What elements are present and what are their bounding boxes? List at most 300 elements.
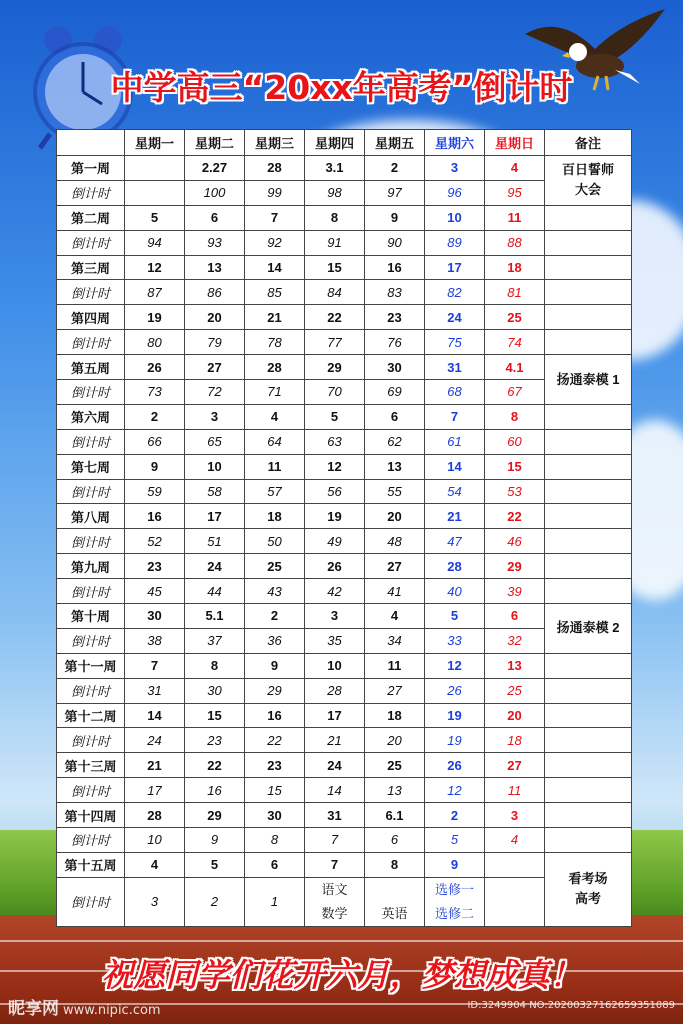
date-cell: 6: [365, 404, 425, 429]
countdown-label: 倒计时: [57, 728, 125, 753]
week-label: 第十四周: [57, 803, 125, 828]
date-cell: 6: [245, 852, 305, 877]
countdown-cell: 8: [245, 828, 305, 853]
week-date-row: [57, 404, 632, 429]
date-cell: 21: [245, 305, 305, 330]
countdown-cell: 37: [185, 628, 245, 653]
countdown-cell: 71: [245, 380, 305, 405]
exam-subject-cell: [365, 877, 425, 926]
countdown-cell: 89: [425, 230, 485, 255]
countdown-label: 倒计时: [57, 529, 125, 554]
date-cell: 4: [125, 852, 185, 877]
date-cell: 8: [485, 404, 545, 429]
week-date-row: [57, 653, 632, 678]
date-cell: 26: [125, 355, 185, 380]
countdown-cell: 91: [305, 230, 365, 255]
week-date-row: [57, 703, 632, 728]
date-cell: 6.1: [365, 803, 425, 828]
note-cell-empty: [545, 305, 632, 330]
table-header-row: [57, 130, 632, 156]
column-header: 星期六: [425, 130, 485, 156]
countdown-cell: 96: [425, 180, 485, 205]
date-cell: 10: [305, 653, 365, 678]
date-cell: 12: [305, 454, 365, 479]
week-date-row: [57, 454, 632, 479]
date-cell: 11: [485, 205, 545, 230]
countdown-cell: 32: [485, 628, 545, 653]
week-date-row: [57, 803, 632, 828]
note-cell-empty: [545, 230, 632, 255]
countdown-cell: 38: [125, 628, 185, 653]
countdown-cell: 87: [125, 280, 185, 305]
date-cell: 29: [185, 803, 245, 828]
countdown-cell: 93: [185, 230, 245, 255]
date-cell: 23: [125, 554, 185, 579]
date-cell: 20: [485, 703, 545, 728]
exam-subject: 选修二: [434, 905, 474, 921]
countdown-cell: 41: [365, 579, 425, 604]
countdown-cell: 28: [305, 678, 365, 703]
countdown-cell: 97: [365, 180, 425, 205]
countdown-cell: 76: [365, 330, 425, 355]
exam-subject-cell: [305, 877, 365, 926]
countdown-cell: 16: [185, 778, 245, 803]
column-header: 星期一: [125, 130, 185, 156]
note-cell: [545, 852, 632, 926]
countdown-row: [57, 678, 632, 703]
countdown-cell: 72: [185, 380, 245, 405]
date-cell: 20: [365, 504, 425, 529]
countdown-cell: 35: [305, 628, 365, 653]
countdown-cell: 30: [185, 678, 245, 703]
date-cell: 8: [185, 653, 245, 678]
countdown-cell: 83: [365, 280, 425, 305]
note-cell: [545, 355, 632, 405]
date-cell: 28: [425, 554, 485, 579]
date-cell: 2.27: [185, 156, 245, 181]
countdown-cell: 74: [485, 330, 545, 355]
note-cell-empty: [545, 429, 632, 454]
date-cell: 21: [425, 504, 485, 529]
note-text: 看考场: [568, 871, 608, 887]
countdown-cell: 47: [425, 529, 485, 554]
countdown-cell: 79: [185, 330, 245, 355]
countdown-cell: 39: [485, 579, 545, 604]
countdown-table: [56, 129, 632, 927]
countdown-cell: 66: [125, 429, 185, 454]
date-cell: 5: [125, 205, 185, 230]
week-label: 第九周: [57, 554, 125, 579]
date-cell: 15: [305, 255, 365, 280]
date-cell: 31: [305, 803, 365, 828]
note-cell-empty: [545, 703, 632, 728]
note-cell-empty: [545, 454, 632, 479]
date-cell: 16: [125, 504, 185, 529]
date-cell: 9: [365, 205, 425, 230]
week-label: 第四周: [57, 305, 125, 330]
countdown-cell: 67: [485, 380, 545, 405]
note-cell-empty: [545, 678, 632, 703]
week-label: 第六周: [57, 404, 125, 429]
exam-subject: 语文: [321, 881, 348, 897]
date-cell: 17: [305, 703, 365, 728]
countdown-cell: 61: [425, 429, 485, 454]
column-header: 星期二: [185, 130, 245, 156]
note-cell-empty: [545, 479, 632, 504]
countdown-label: 倒计时: [57, 628, 125, 653]
date-cell: 27: [485, 753, 545, 778]
date-cell: 12: [125, 255, 185, 280]
date-cell: 2: [425, 803, 485, 828]
note-cell-empty: [545, 255, 632, 280]
date-cell: 4: [245, 404, 305, 429]
date-cell: 18: [365, 703, 425, 728]
week-date-row: [57, 156, 632, 181]
countdown-cell: 60: [485, 429, 545, 454]
date-cell: 7: [245, 205, 305, 230]
countdown-cell: 68: [425, 380, 485, 405]
countdown-label: 倒计时: [57, 828, 125, 853]
countdown-cell: 88: [485, 230, 545, 255]
countdown-cell: 53: [485, 479, 545, 504]
note-cell-empty: [545, 280, 632, 305]
countdown-label: 倒计时: [57, 778, 125, 803]
date-cell: 9: [245, 653, 305, 678]
countdown-cell: 78: [245, 330, 305, 355]
date-cell: 18: [245, 504, 305, 529]
date-cell: 23: [365, 305, 425, 330]
date-cell: 5: [185, 852, 245, 877]
week-label: 第十三周: [57, 753, 125, 778]
date-cell: 3: [485, 803, 545, 828]
countdown-cell: 17: [125, 778, 185, 803]
countdown-cell: 14: [305, 778, 365, 803]
week-date-row: [57, 554, 632, 579]
countdown-cell: 46: [485, 529, 545, 554]
countdown-cell: 4: [485, 828, 545, 853]
countdown-cell: 6: [365, 828, 425, 853]
date-cell: 19: [125, 305, 185, 330]
date-cell: 15: [185, 703, 245, 728]
countdown-row: [57, 728, 632, 753]
note-cell-empty: [545, 404, 632, 429]
countdown-cell: [485, 877, 545, 926]
countdown-cell: 29: [245, 678, 305, 703]
date-cell: 22: [185, 753, 245, 778]
note-cell-empty: [545, 205, 632, 230]
date-cell: 31: [425, 355, 485, 380]
date-cell: 29: [305, 355, 365, 380]
date-cell: 22: [305, 305, 365, 330]
countdown-cell: 44: [185, 579, 245, 604]
countdown-cell: 2: [185, 877, 245, 926]
watermark-id: ID:3249904 NO:20200327162659351089: [467, 1000, 675, 1011]
date-cell: 24: [185, 554, 245, 579]
countdown-cell: 49: [305, 529, 365, 554]
date-cell: 9: [425, 852, 485, 877]
countdown-cell: 58: [185, 479, 245, 504]
slogan: 祝愿同学们花开六月，梦想成真！: [101, 956, 582, 994]
countdown-cell: 56: [305, 479, 365, 504]
date-cell: 10: [185, 454, 245, 479]
date-cell: 9: [125, 454, 185, 479]
date-cell: [125, 156, 185, 181]
countdown-cell: 48: [365, 529, 425, 554]
week-label: 第十五周: [57, 852, 125, 877]
date-cell: 7: [125, 653, 185, 678]
countdown-cell: 100: [185, 180, 245, 205]
date-cell: 8: [365, 852, 425, 877]
countdown-cell: 45: [125, 579, 185, 604]
date-cell: 2: [365, 156, 425, 181]
countdown-row: [57, 529, 632, 554]
countdown-cell: 3: [125, 877, 185, 926]
date-cell: 24: [305, 753, 365, 778]
date-cell: 4.1: [485, 355, 545, 380]
date-cell: 21: [125, 753, 185, 778]
countdown-row: [57, 778, 632, 803]
countdown-cell: 54: [425, 479, 485, 504]
countdown-cell: 20: [365, 728, 425, 753]
week-label: 第一周: [57, 156, 125, 181]
date-cell: 14: [125, 703, 185, 728]
week-label: 第三周: [57, 255, 125, 280]
page-title: 中学高三“20xx年高考”倒计时: [110, 68, 573, 107]
date-cell: 25: [485, 305, 545, 330]
note-text: 高考: [574, 891, 601, 907]
week-date-row: [57, 355, 632, 380]
date-cell: 20: [185, 305, 245, 330]
date-cell: 11: [245, 454, 305, 479]
exam-subject-cell: [425, 877, 485, 926]
countdown-label: 倒计时: [57, 230, 125, 255]
note-cell-empty: [545, 579, 632, 604]
date-cell: 5: [425, 604, 485, 629]
countdown-cell: 64: [245, 429, 305, 454]
note-text: 扬通泰模 2: [556, 620, 620, 636]
countdown-label: 倒计时: [57, 678, 125, 703]
date-cell: 3: [185, 404, 245, 429]
column-header: 备注: [545, 130, 632, 156]
countdown-cell: 92: [245, 230, 305, 255]
date-cell: 22: [485, 504, 545, 529]
countdown-cell: 15: [245, 778, 305, 803]
countdown-row: [57, 280, 632, 305]
countdown-cell: 36: [245, 628, 305, 653]
date-cell: 15: [485, 454, 545, 479]
week-label: 第十一周: [57, 653, 125, 678]
countdown-label: 倒计时: [57, 579, 125, 604]
countdown-label: 倒计时: [57, 280, 125, 305]
countdown-cell: 21: [305, 728, 365, 753]
date-cell: 14: [425, 454, 485, 479]
note-cell-empty: [545, 504, 632, 529]
countdown-cell: 19: [425, 728, 485, 753]
countdown-cell: 43: [245, 579, 305, 604]
column-header: 星期三: [245, 130, 305, 156]
note-cell-empty: [545, 330, 632, 355]
countdown-cell: 77: [305, 330, 365, 355]
countdown-cell: 80: [125, 330, 185, 355]
date-cell: 30: [125, 604, 185, 629]
countdown-cell: 1: [245, 877, 305, 926]
date-cell: 6: [185, 205, 245, 230]
exam-subject: 选修一: [434, 881, 474, 897]
countdown-cell: [125, 180, 185, 205]
date-cell: 23: [245, 753, 305, 778]
week-date-row: [57, 604, 632, 629]
countdown-cell: 62: [365, 429, 425, 454]
date-cell: 28: [125, 803, 185, 828]
date-cell: 28: [245, 156, 305, 181]
date-cell: 3: [305, 604, 365, 629]
countdown-cell: 42: [305, 579, 365, 604]
countdown-cell: 99: [245, 180, 305, 205]
date-cell: 25: [245, 554, 305, 579]
week-date-row: [57, 205, 632, 230]
countdown-row: [57, 828, 632, 853]
countdown-cell: 75: [425, 330, 485, 355]
note-cell-empty: [545, 778, 632, 803]
date-cell: 17: [425, 255, 485, 280]
date-cell: 13: [185, 255, 245, 280]
countdown-row: [57, 230, 632, 255]
date-cell: 17: [185, 504, 245, 529]
date-cell: 24: [425, 305, 485, 330]
date-cell: 16: [365, 255, 425, 280]
week-label: 第七周: [57, 454, 125, 479]
countdown-cell: 84: [305, 280, 365, 305]
countdown-cell: 9: [185, 828, 245, 853]
date-cell: 7: [425, 404, 485, 429]
countdown-row: [57, 479, 632, 504]
countdown-cell: 59: [125, 479, 185, 504]
date-cell: 16: [245, 703, 305, 728]
note-cell-empty: [545, 803, 632, 828]
countdown-cell: 98: [305, 180, 365, 205]
date-cell: 19: [305, 504, 365, 529]
countdown-cell: 18: [485, 728, 545, 753]
note-text: 扬通泰模 1: [556, 371, 620, 387]
countdown-cell: 90: [365, 230, 425, 255]
date-cell: 30: [365, 355, 425, 380]
date-cell: 25: [365, 753, 425, 778]
note-cell: [545, 156, 632, 206]
date-cell: 5: [305, 404, 365, 429]
countdown-cell: 26: [425, 678, 485, 703]
date-cell: 6: [485, 604, 545, 629]
countdown-cell: 7: [305, 828, 365, 853]
note-cell-empty: [545, 653, 632, 678]
date-cell: 7: [305, 852, 365, 877]
countdown-row: [57, 330, 632, 355]
countdown-label: 倒计时: [57, 429, 125, 454]
countdown-cell: 22: [245, 728, 305, 753]
countdown-cell: 50: [245, 529, 305, 554]
date-cell: 4: [485, 156, 545, 181]
date-cell: 14: [245, 255, 305, 280]
countdown-cell: 73: [125, 380, 185, 405]
date-cell: 3.1: [305, 156, 365, 181]
countdown-cell: 94: [125, 230, 185, 255]
note-cell: [545, 604, 632, 654]
countdown-cell: 11: [485, 778, 545, 803]
countdown-cell: 63: [305, 429, 365, 454]
date-cell: 12: [425, 653, 485, 678]
countdown-row: [57, 579, 632, 604]
countdown-cell: 52: [125, 529, 185, 554]
countdown-label: 倒计时: [57, 180, 125, 205]
countdown-cell: 31: [125, 678, 185, 703]
countdown-cell: 86: [185, 280, 245, 305]
week-label: 第十周: [57, 604, 125, 629]
countdown-cell: 70: [305, 380, 365, 405]
countdown-cell: 82: [425, 280, 485, 305]
countdown-row: [57, 429, 632, 454]
date-cell: 4: [365, 604, 425, 629]
countdown-cell: 12: [425, 778, 485, 803]
note-text: 百日誓师: [561, 162, 614, 178]
date-cell: 30: [245, 803, 305, 828]
countdown-cell: 40: [425, 579, 485, 604]
date-cell: 11: [365, 653, 425, 678]
exam-subject: 数学: [321, 905, 348, 921]
note-cell-empty: [545, 753, 632, 778]
countdown-cell: 24: [125, 728, 185, 753]
countdown-cell: 13: [365, 778, 425, 803]
countdown-cell: 10: [125, 828, 185, 853]
date-cell: 29: [485, 554, 545, 579]
countdown-cell: 34: [365, 628, 425, 653]
note-cell-empty: [545, 554, 632, 579]
date-cell: 27: [365, 554, 425, 579]
countdown-cell: 51: [185, 529, 245, 554]
date-cell: 26: [425, 753, 485, 778]
countdown-label: 倒计时: [57, 877, 125, 926]
date-cell: 10: [425, 205, 485, 230]
countdown-cell: 65: [185, 429, 245, 454]
date-cell: 26: [305, 554, 365, 579]
date-cell: [485, 852, 545, 877]
week-label: 第五周: [57, 355, 125, 380]
column-header: 星期四: [305, 130, 365, 156]
countdown-cell: 57: [245, 479, 305, 504]
countdown-cell: 55: [365, 479, 425, 504]
countdown-cell: 27: [365, 678, 425, 703]
week-label: 第八周: [57, 504, 125, 529]
countdown-cell: 85: [245, 280, 305, 305]
column-header: 星期日: [485, 130, 545, 156]
date-cell: 18: [485, 255, 545, 280]
countdown-cell: 5: [425, 828, 485, 853]
countdown-cell: 33: [425, 628, 485, 653]
note-cell-empty: [545, 529, 632, 554]
countdown-label: 倒计时: [57, 330, 125, 355]
date-cell: 5.1: [185, 604, 245, 629]
countdown-cell: 23: [185, 728, 245, 753]
countdown-label: 倒计时: [57, 380, 125, 405]
column-header: [57, 130, 125, 156]
note-cell-empty: [545, 828, 632, 853]
date-cell: 13: [485, 653, 545, 678]
date-cell: 27: [185, 355, 245, 380]
watermark-logo: 昵享网 www.nipic.com: [8, 999, 161, 1019]
week-date-row: [57, 255, 632, 280]
week-date-row: [57, 753, 632, 778]
date-cell: 19: [425, 703, 485, 728]
date-cell: 3: [425, 156, 485, 181]
week-label: 第十二周: [57, 703, 125, 728]
